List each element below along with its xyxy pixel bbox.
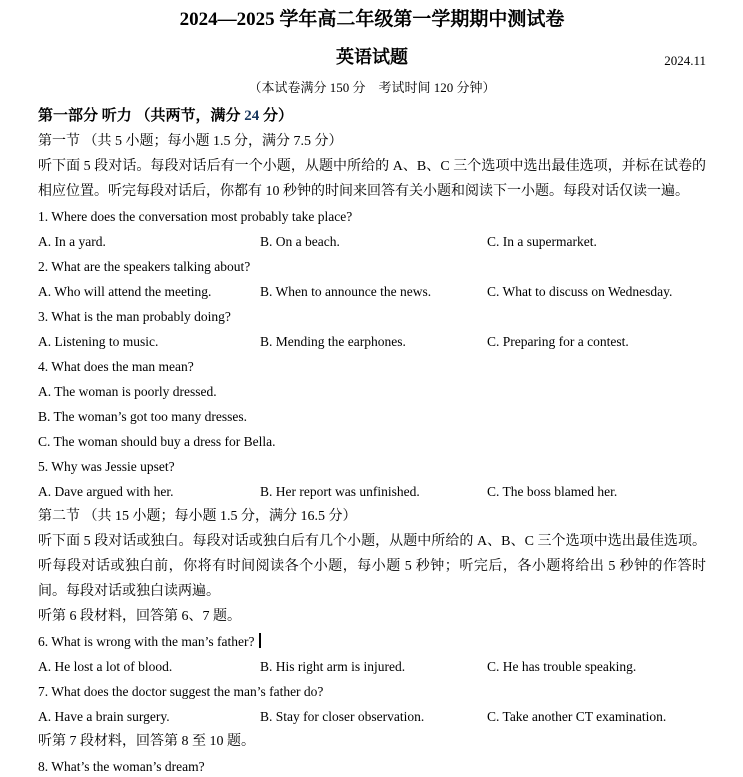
part1-heading-score: 24 [244,108,260,124]
option-a: A. He lost a lot of blood. [38,659,173,674]
option-b: B. His right arm is injured. [260,659,406,674]
option-c: C. He has trouble speaking. [487,659,637,674]
material-6-note: 听第 6 段材料，回答第 6、7 题。 [38,609,241,624]
option-b: B. Stay for closer observation. [260,709,425,724]
option-c: C. The boss blamed her. [487,484,618,499]
option-c: C. Take another CT examination. [487,709,667,724]
option-c: C. Preparing for a contest. [487,334,629,349]
option-b: B. On a beach. [260,234,340,249]
text-cursor [259,633,261,648]
question-text: 6. What is wrong with the man’s father? [38,634,255,649]
question-text: 3. What is the man probably doing? [38,309,231,324]
part1-heading [38,104,706,129]
option-b: B. The woman’s got too many dresses. [38,409,247,424]
option-a: A. Listening to music. [38,334,159,349]
question-1 [38,204,706,254]
option-b: B. When to announce the news. [260,284,432,299]
paper-info: （本试卷满分 150 分 考试时间 120 分钟） [248,80,496,95]
subject-row [38,44,706,71]
question-4 [38,354,706,454]
option-c: C. The woman should buy a dress for Bella. [38,434,276,449]
option-b: B. Her report was unfinished. [260,484,420,499]
question-7-options [38,704,706,729]
question-text: 2. What are the speakers talking about? [38,259,251,274]
question-text: 8. What’s the woman’s dream? [38,759,205,774]
option-a: A. In a yard. [38,234,106,249]
exam-title: 2024—2025 学年高二年级第一学期期中测试卷 [179,9,565,30]
question-text: 4. What does the man mean? [38,359,194,374]
question-6 [38,629,706,679]
question-2 [38,254,706,304]
part1-heading-pre: 第一部分 听力 （共两节，满分 [38,108,245,124]
section1-instructions: 听下面 5 段对话。每段对话后有一个小题，从题中所给的 A、B、C 三个选项中选出最佳选项，并标在试卷的相应位置。听完每段对话后，你都有 10 秒钟的时间来回答有关小题和阅读下一小题。每段对话仅读一遍。 [38,159,706,199]
exam-date: 2024.11 [664,53,706,68]
option-a: A. Have a brain surgery. [38,709,170,724]
material-7-note: 听第 7 段材料，回答第 8 至 10 题。 [38,734,255,749]
option-c: C. In a supermarket. [487,234,597,249]
question-3-options [38,329,706,354]
option-a: A. Who will attend the meeting. [38,284,212,299]
option-c: C. What to discuss on Wednesday. [487,284,673,299]
section2-heading: 第二节 （共 15 小题；每小题 1.5 分，满分 16.5 分） [38,509,357,524]
question-6-options [38,654,706,679]
option-b: B. Mending the earphones. [260,334,406,349]
subject-title: 英语试题 [336,47,408,67]
option-a: A. Dave argued with her. [38,484,174,499]
question-text: 1. Where does the conversation most probably take place? [38,209,353,224]
question-text: 7. What does the doctor suggest the man’s father do? [38,684,324,699]
question-3 [38,304,706,354]
question-1-options [38,229,706,254]
question-5-options [38,479,706,504]
section2-instructions: 听下面 5 段对话或独白。每段对话或独白后有几个小题，从题中所给的 A、B、C 三个选项中选出最佳选项。听每段对话或独白前，你将有时间阅读各个小题，每小题 5 秒钟；听完后，各小题将给出 5 秒钟的作答时间。每段对话或独白读两遍。 [38,534,706,599]
section1-heading: 第一节 （共 5 小题；每小题 1.5 分，满分 7.5 分） [38,134,343,149]
option-a: A. The woman is poorly dressed. [38,384,217,399]
question-text-with-caret [38,629,706,654]
question-text: 5. Why was Jessie upset? [38,459,175,474]
part1-heading-post: 分） [259,108,294,124]
question-7 [38,679,706,729]
question-2-options [38,279,706,304]
question-5 [38,454,706,504]
question-8 [38,754,706,777]
